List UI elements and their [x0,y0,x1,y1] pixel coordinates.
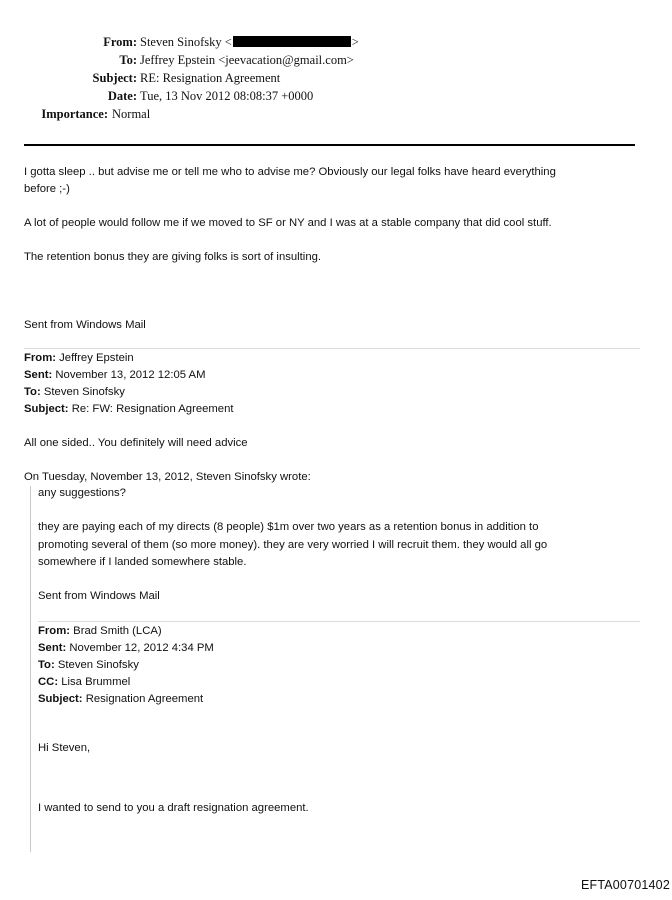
body-paragraph-2: A lot of people would follow me if we moved to SF or NY and I was at a stable company that did cool stuff. [24,217,552,229]
msg3-sent: Sent: November 12, 2012 4:34 PM [38,642,214,654]
body-paragraph-3: The retention bonus they are giving folks is sort of insulting. [24,251,322,263]
header-date-value: Tue, 13 Nov 2012 08:08:37 +0000 [140,89,314,103]
msg2-subject: Subject: Re: FW: Resignation Agreement [24,403,234,415]
body-line-2: before ;-) [24,183,70,195]
header-importance-value: Normal [112,107,151,121]
quoted-line-1: any suggestions? [38,487,126,499]
header-from-value: Steven Sinofsky < > [140,35,359,49]
header-subject-value: RE: Resignation Agreement [140,71,281,85]
header-importance-label: Importance: [41,107,108,121]
message-divider [24,348,640,349]
header-to-value: Jeffrey Epstein <jeevacation@gmail.com> [140,53,354,67]
header-to-label: To: [119,53,137,67]
sent-from-signature: Sent from Windows Mail [24,319,146,331]
msg3-greeting: Hi Steven, [38,742,91,754]
msg2-sent: Sent: November 13, 2012 12:05 AM [24,369,206,381]
msg2-from: From: Jeffrey Epstein [24,352,134,364]
msg3-from: From: Brad Smith (LCA) [38,625,162,637]
msg2-to: To: Steven Sinofsky [24,386,125,398]
quote-bar [30,486,31,852]
body-line-1: I gotta sleep .. but advise me or tell me who to advise me? Obviously our legal folks have heard everything [24,166,556,178]
quoted-paragraph-line-1: they are paying each of my directs (8 people) $1m over two years as a retention bonus in addition to [38,521,539,533]
redaction-block [233,36,351,47]
msg3-body: I wanted to send to you a draft resignation agreement. [38,802,309,814]
quoted-paragraph-line-2: promoting several of them (so more money). they are very worried I will recruit them. they would all go [38,539,548,551]
msg3-subject: Subject: Resignation Agreement [38,693,204,705]
msg3-cc: CC: Lisa Brummel [38,676,131,688]
quoted-paragraph-line-3: somewhere if I landed somewhere stable. [38,556,247,568]
header-subject-label: Subject: [92,71,137,85]
document-id: EFTA00701402 [580,878,670,892]
msg3-to: To: Steven Sinofsky [38,659,139,671]
quoted-sent-from: Sent from Windows Mail [38,590,160,602]
header-date-label: Date: [107,89,137,103]
msg2-body: All one sided.. You definitely will need advice [24,437,248,449]
header-from-label: From: [103,35,137,49]
msg2-wrote-line: On Tuesday, November 13, 2012, Steven Sinofsky wrote: [24,471,311,483]
quoted-message-divider [38,621,640,622]
header-divider [24,144,635,146]
